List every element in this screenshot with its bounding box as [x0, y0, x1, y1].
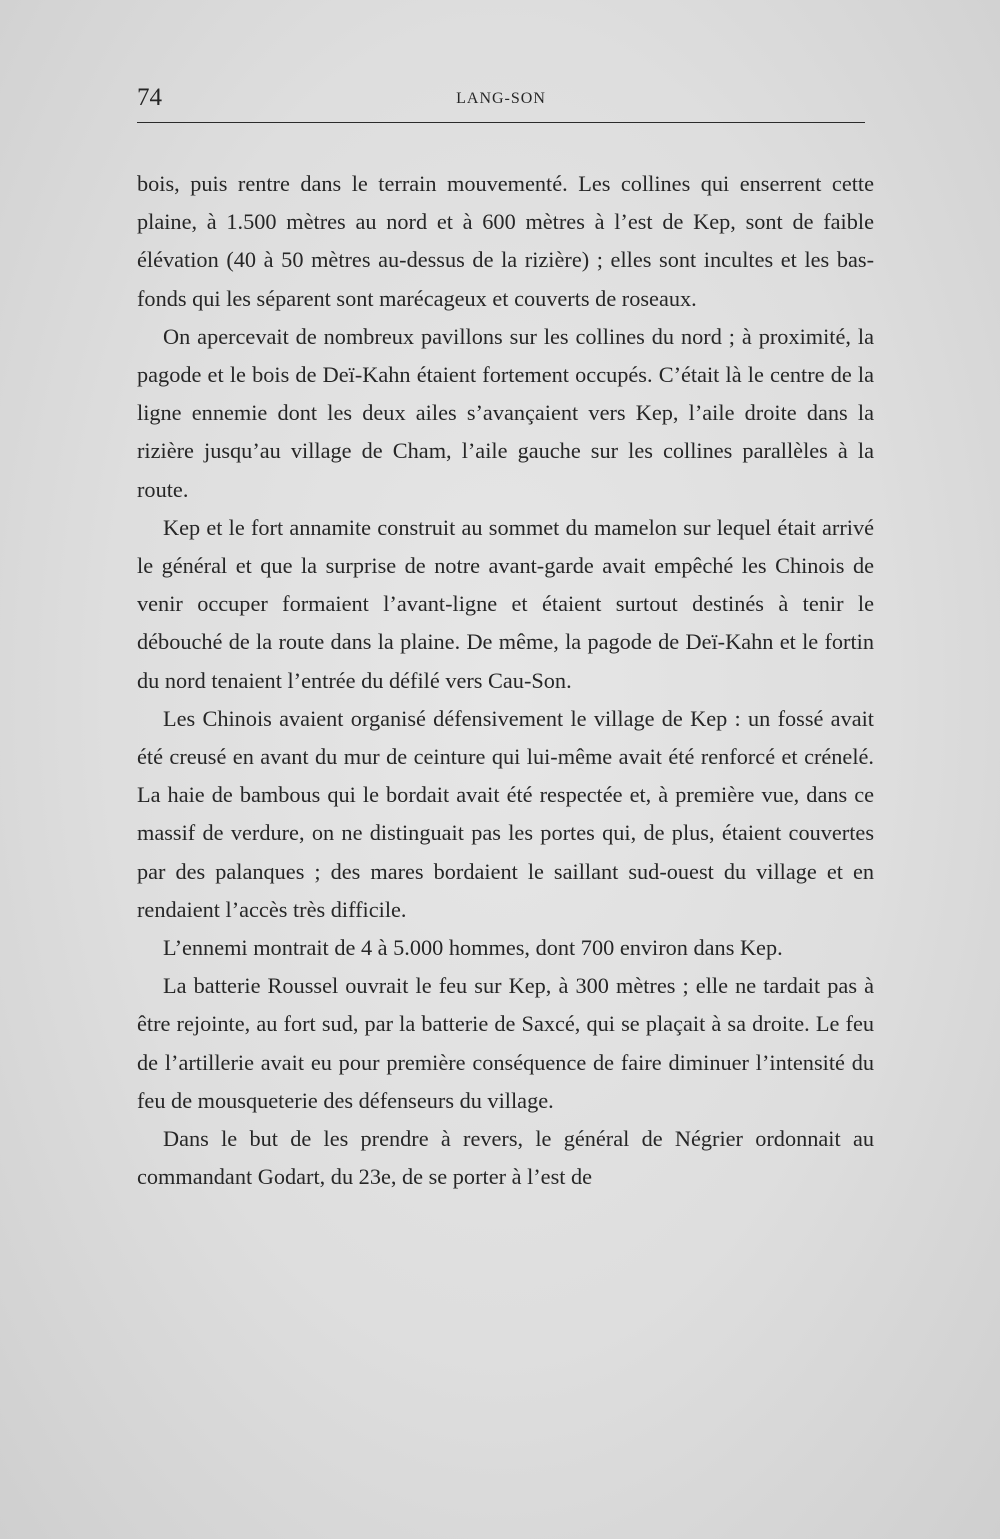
paragraph: Kep et le fort annamite construit au sommet du mamelon sur lequel était arrivé le général et que la surprise de notre avant-garde avait empêché les Chinois de venir occuper formaient l’avant-ligne et étaient surtout destinés à tenir le débouché de la route dans la plaine. De même, la pagode de Deï-Kahn et le fortin du nord tenaient l’entrée du défilé vers Cau-Son.: [137, 514, 874, 693]
paragraph: La batterie Roussel ouvrait le feu sur Kep, à 300 mètres ; elle ne tardait pas à être rejointe, au fort sud, par la batterie de Saxcé, qui se plaçait à sa droite. Le feu de l’artillerie avait eu pour première conséquence de faire diminuer l’intensité du feu de mousqueterie des défenseurs du village.: [137, 973, 874, 1113]
page-header: [137, 84, 865, 114]
paragraph: Les Chinois avaient organisé défensivement le village de Kep : un fossé avait été creusé en avant du mur de ceinture qui lui-même avait été renforcé et crénelé. La haie de bambous qui le bordait avait été respectée et, à première vue, dans ce massif de verdure, on ne distinguait pas les portes qui, de plus, étaient couvertes par des palanques ; des mares bordaient le saillant sud-ouest du village et en rendaient l’accès très difficile.: [137, 705, 874, 922]
paragraph: On apercevait de nombreux pavillons sur les collines du nord ; à proximité, la pagode et le bois de Deï-Kahn étaient fortement occupés. C’était là le centre de la ligne ennemie dont les deux ailes s’avançaient vers Kep, l’aile droite dans la rizière jusqu’au village de Cham, l’aile gauche sur les collines parallèles à la route.: [137, 323, 874, 502]
paragraph-continuation: bois, puis rentre dans le terrain mouvementé. Les collines qui enserrent cette plaine, à 1.500 mètres au nord et à 600 mètres à l’est de Kep, sont de faible élévation (40 à 50 mètres au-dessus de la rizière) ; elles sont incultes et les bas-fonds qui les séparent sont marécageux et couverts de roseaux.: [137, 171, 874, 311]
running-title: LANG-SON: [456, 90, 546, 107]
page-number: 74: [137, 84, 162, 111]
body-text: [137, 165, 874, 1196]
paragraph: Dans le but de les prendre à revers, le général de Négrier ordonnait au commandant Godart, du 23e, de se porter à l’est de: [137, 1126, 874, 1190]
header-rule: [137, 122, 865, 123]
paragraph: L’ennemi montrait de 4 à 5.000 hommes, dont 700 environ dans Kep.: [163, 935, 783, 961]
